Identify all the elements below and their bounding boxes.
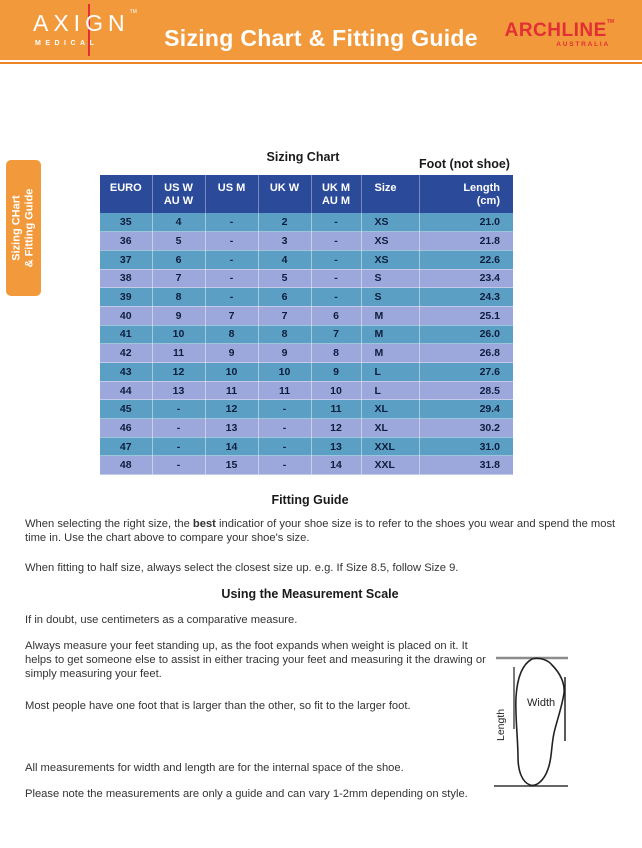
table-cell: 43 [100,363,152,382]
paragraph-text: When selecting the right size, the [25,518,193,530]
table-cell: - [205,213,258,232]
table-cell: 10 [152,325,205,344]
column-header-us-w [152,175,205,213]
table-cell: - [152,456,205,475]
table-cell: 7 [152,269,205,288]
archline-logo-subtext: AUSTRALIA [556,41,610,48]
column-header-text: UK M [321,182,351,194]
table-cell: 25.1 [419,306,513,325]
header-divider-rule [0,62,642,64]
table-cell: 31.8 [419,456,513,475]
column-header-euro [100,175,152,213]
table-cell: 21.8 [419,232,513,251]
column-header-text: AU W [163,195,194,207]
table-cell: 40 [100,306,152,325]
column-header-uk-w [258,175,311,213]
paragraph-bold-text: best [192,518,216,530]
table-cell: 9 [205,344,258,363]
table-cell: 12 [311,419,361,438]
table-cell: 9 [311,363,361,382]
table-cell: 26.8 [419,344,513,363]
measurement-paragraph-4: All measurements for width and length are for the internal space of the shoe. [25,762,404,774]
table-cell: 4 [152,213,205,232]
table-cell: - [311,269,361,288]
column-header-text: EURO [109,182,142,194]
table-cell: - [311,232,361,251]
table-cell: 11 [205,381,258,400]
foot-diagram [488,645,600,795]
table-cell: 22.6 [419,250,513,269]
table-cell: 9 [152,306,205,325]
column-header-text: US M [217,182,246,194]
table-cell: - [152,400,205,419]
table-cell: 4 [258,250,311,269]
table-cell: 9 [258,344,311,363]
side-tab-text [11,189,37,268]
table-cell: 35 [100,213,152,232]
table-row [100,419,513,438]
table-cell: 30.2 [419,419,513,438]
table-row [100,437,513,456]
table-cell: 12 [205,400,258,419]
table-cell: - [258,400,311,419]
table-cell: 45 [100,400,152,419]
fitting-guide-paragraph-1 [25,517,621,545]
page-title: Sizing Chart & Fitting Guide [164,25,478,51]
table-cell: 38 [100,269,152,288]
side-tab-line2: & Fitting Guide [23,188,36,268]
table-cell: 29.4 [419,400,513,419]
table-cell: - [205,250,258,269]
fitting-guide-paragraph-2: When fitting to half size, always select the closest size up. e.g. If Size 8.5, follow Size 9. [25,562,459,574]
header-banner [0,0,642,60]
table-cell: S [361,288,419,307]
table-cell: - [258,456,311,475]
table-row [100,250,513,269]
table-cell: 10 [258,363,311,382]
table-cell: 47 [100,437,152,456]
table-cell: - [205,269,258,288]
table-cell: 2 [258,213,311,232]
table-cell: 21.0 [419,213,513,232]
fitting-guide-heading: Fitting Guide [271,493,349,507]
table-cell: - [311,250,361,269]
table-cell: 13 [205,419,258,438]
table-cell: 6 [152,250,205,269]
paragraph-text: indicatior of your shoe size is to refer to the shoes you wear and spend the most time in. Use the chart above to compare your shoe's size. [25,518,616,544]
table-cell: 5 [258,269,311,288]
measurement-paragraph-2: Always measure your feet standing up, as the foot expands when weight is placed on it. It helps to get someone else to assist in either tracing your feet and measuring it the drawing or simply measuring your feet. [25,640,486,680]
table-cell: 41 [100,325,152,344]
table-cell: 6 [258,288,311,307]
table-cell: 8 [205,325,258,344]
table-cell: 36 [100,232,152,251]
table-cell: 14 [311,456,361,475]
table-cell: XXL [361,437,419,456]
table-cell: 8 [152,288,205,307]
measurement-paragraph-5: Please note the measurements are only a guide and can vary 1-2mm depending on style. [25,788,468,800]
table-cell: 11 [258,381,311,400]
column-header-text: UK W [269,182,300,194]
column-header-us-m [205,175,258,213]
archline-logo [505,19,614,48]
table-cell: 7 [258,306,311,325]
column-header-text: AU M [321,195,351,207]
table-row [100,400,513,419]
table-row [100,269,513,288]
table-cell: 13 [311,437,361,456]
measurement-paragraph-1: If in doubt, use centimeters as a comparative measure. [25,614,298,626]
table-cell: XXL [361,456,419,475]
side-tab-line1: Sizing CHart [10,195,23,261]
column-header-length [419,175,513,213]
table-row [100,213,513,232]
column-header-text: (cm) [476,195,500,207]
table-cell: M [361,344,419,363]
table-cell: 3 [258,232,311,251]
table-cell: 12 [152,363,205,382]
foot-diagram-svg [488,645,600,795]
sizing-table-body [100,213,513,475]
table-cell: 46 [100,419,152,438]
table-cell: 31.0 [419,437,513,456]
archline-trademark: TM [606,19,614,25]
table-row [100,344,513,363]
table-cell: 8 [311,344,361,363]
side-tab [6,160,41,296]
column-header-size [361,175,419,213]
archline-logo-text [505,19,614,42]
table-cell: 26.0 [419,325,513,344]
table-cell: - [205,232,258,251]
column-header-uk-m [311,175,361,213]
table-cell: S [361,269,419,288]
table-cell: XL [361,400,419,419]
table-cell: 24.3 [419,288,513,307]
table-cell: 37 [100,250,152,269]
table-header-row [100,175,513,213]
archline-wordmark: ARCHLINE [504,20,607,41]
table-cell: 27.6 [419,363,513,382]
table-cell: 14 [205,437,258,456]
table-cell: L [361,381,419,400]
axign-wordmark: AXIGN [33,10,130,36]
table-cell: 7 [311,325,361,344]
table-row [100,306,513,325]
table-cell: XS [361,250,419,269]
table-cell: XS [361,213,419,232]
foot-not-shoe-label: Foot (not shoe) [419,157,510,171]
table-cell: 11 [152,344,205,363]
table-cell: 28.5 [419,381,513,400]
table-cell: 11 [311,400,361,419]
table-cell: - [311,213,361,232]
table-cell: 13 [152,381,205,400]
table-cell: 8 [258,325,311,344]
table-row [100,381,513,400]
table-cell: L [361,363,419,382]
width-label: Width [527,697,556,709]
table-cell: XS [361,232,419,251]
table-row [100,325,513,344]
table-cell: - [152,437,205,456]
column-header-text: Size [374,182,397,194]
table-cell: 10 [205,363,258,382]
table-cell: - [152,419,205,438]
foot-outline-icon [516,658,564,785]
table-cell: 48 [100,456,152,475]
table-cell: 5 [152,232,205,251]
table-cell: M [361,306,419,325]
table-row [100,363,513,382]
column-header-text: US W [164,182,193,194]
table-cell: 15 [205,456,258,475]
table-row [100,288,513,307]
table-cell: 10 [311,381,361,400]
table-cell: 42 [100,344,152,363]
table-cell: 44 [100,381,152,400]
table-cell: M [361,325,419,344]
table-cell: 6 [311,306,361,325]
table-row [100,232,513,251]
sizing-table [100,175,513,475]
measurement-scale-heading: Using the Measurement Scale [221,587,399,601]
sizing-chart-title: Sizing Chart [266,150,340,164]
table-cell: 23.4 [419,269,513,288]
measurement-paragraph-3: Most people have one foot that is larger than the other, so fit to the larger foot. [25,700,411,712]
table-cell: - [258,437,311,456]
table-cell: XL [361,419,419,438]
length-label: Length [495,708,507,741]
table-cell: 7 [205,306,258,325]
axign-trademark: TM [129,9,137,15]
column-header-text: Length [463,182,500,194]
axign-logo-subtext: MEDICAL [35,40,99,47]
table-cell: 39 [100,288,152,307]
table-cell: - [258,419,311,438]
table-cell: - [311,288,361,307]
table-cell: - [205,288,258,307]
table-row [100,456,513,475]
